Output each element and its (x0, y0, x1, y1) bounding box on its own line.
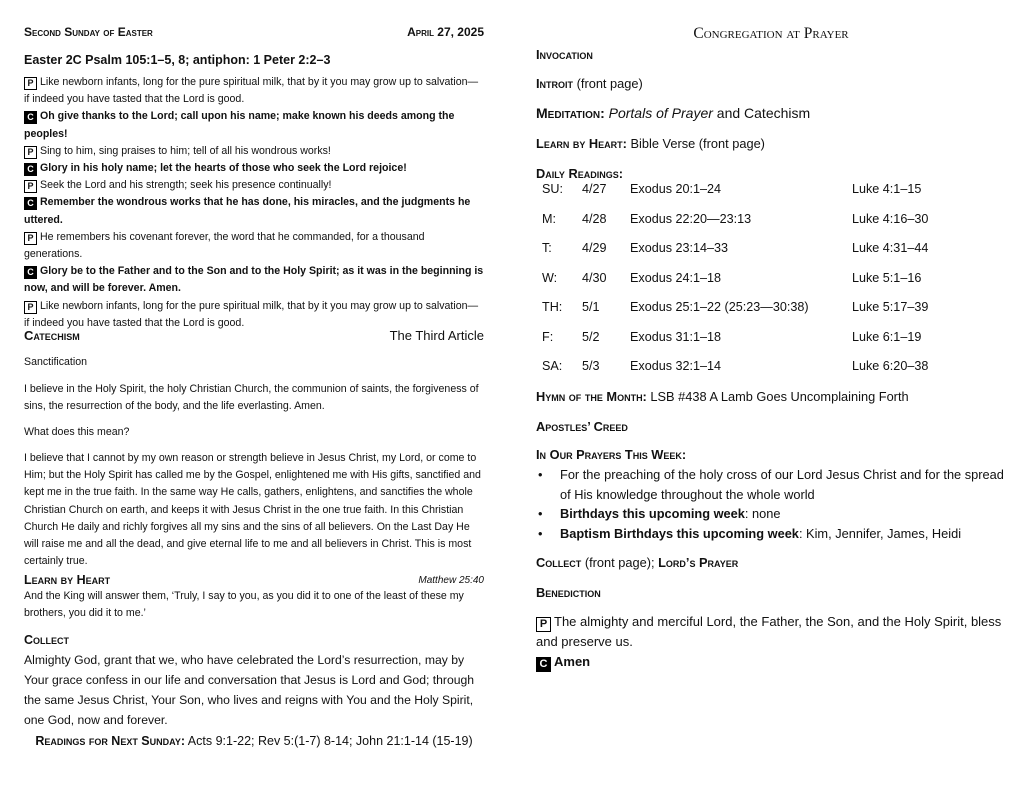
learn-line (536, 136, 765, 151)
reading-nt: Luke 4:31–44 (852, 241, 929, 255)
collect-label: Collect (536, 555, 582, 570)
psalm-line (24, 263, 484, 297)
hymn-text: LSB #438 A Lamb Goes Uncomplaining Forth (650, 389, 909, 404)
hymn-label: Hymn of the Month: (536, 389, 647, 404)
reading-nt: Luke 4:1–15 (852, 182, 922, 196)
catechism-question: What does this mean? (24, 426, 130, 438)
learn-reference: Matthew 25:40 (418, 575, 484, 586)
reading-row (536, 271, 1006, 301)
psalm-line (24, 229, 484, 263)
reading-ot: Exodus 31:1–18 (630, 329, 722, 344)
psalm-line (24, 298, 484, 332)
learn-heart-label: Learn by Heart: (536, 136, 627, 151)
reading-date: 4/30 (582, 270, 607, 285)
birthdays-value: : none (744, 506, 781, 521)
benediction-heading: Benediction (536, 585, 601, 600)
catechism-label: Catechism (24, 328, 80, 343)
reading-day: TH: (542, 300, 563, 314)
psalm-line (24, 143, 484, 160)
psalm-line (24, 108, 484, 142)
meditation-line (536, 105, 810, 121)
reading-nt: Luke 4:16–30 (852, 211, 929, 226)
lords-prayer-label: Lord’s Prayer (658, 555, 739, 570)
psalm-line-text: Like newborn infants, long for the pure spiritual milk, that by it you may grow up to salvation— if indeed you have tasted that the Lord is good. (24, 76, 479, 106)
reading-row (536, 330, 1006, 360)
meditation-text: and Catechism (716, 105, 811, 121)
pastor-icon: P (24, 180, 37, 193)
congregation-icon: C (24, 111, 37, 124)
reading-date: 4/27 (582, 182, 607, 196)
psalm-responsive-reading (24, 74, 484, 332)
psalm-line-text: Glory be to the Father and to the Son and to the Holy Spirit; as it was in the beginning is now, and will be forever. Amen. (24, 265, 484, 295)
benediction-pastor-text: The almighty and merciful Lord, the Father, the Son, and the Holy Spirit, bless and preserve us. (536, 614, 1002, 649)
next-sunday-readings: Readings for Next Sunday: Acts 9:1-22; Rev 5:(1-7) 8-14; John 21:1-14 (15-19) (35, 734, 473, 748)
reading-day: T: (542, 241, 552, 255)
baptism-label: Baptism Birthdays this upcoming week (560, 525, 799, 541)
reading-nt: Luke 6:20–38 (852, 359, 929, 373)
reading-ot: Exodus 23:14–33 (630, 241, 729, 255)
prayer-item-birthdays (536, 504, 1006, 524)
birthdays-label: Birthdays this upcoming week (560, 506, 745, 521)
psalm-line-text: Oh give thanks to the Lord; call upon his name; make known his deeds among the peoples! (24, 110, 455, 140)
psalm-line-text: Like newborn infants, long for the pure spiritual milk, that by it you may grow up to salvation— if indeed you have tasted that the Lord is good. (24, 299, 479, 329)
reading-ot: Exodus 32:1–14 (630, 359, 722, 373)
psalm-line-text: Remember the wondrous works that he has done, his miracles, and the judgments he uttered. (24, 196, 471, 226)
prayer-list (536, 465, 1006, 543)
pastor-icon: P (24, 232, 37, 245)
congregation-icon: C (24, 197, 37, 210)
catechism-topic: Sanctification (24, 356, 88, 368)
benediction-pastor (536, 612, 1006, 652)
introit-text: (front page) (576, 76, 643, 91)
reading-date: 5/3 (582, 359, 600, 373)
benediction-text (536, 612, 1006, 672)
reading-ot: Exodus 25:1–22 (25:23—30:38) (630, 300, 809, 314)
learn-heart-text: Bible Verse (front page) (630, 136, 765, 151)
pastor-icon: P (24, 301, 37, 314)
psalm-line (24, 194, 484, 228)
pastor-icon: P (24, 146, 37, 159)
reading-ot: Exodus 22:20—23:13 (630, 211, 752, 226)
benediction-congregation (536, 652, 1006, 672)
pastor-icon: P (24, 77, 37, 90)
learn-verse: And the King will answer them, ‘Truly, I say to you, as you did it to one of the least of these my brothers, you did it to me.’ (24, 590, 464, 620)
reading-row (536, 212, 1006, 242)
reading-day: F: (542, 329, 554, 344)
reading-row (536, 182, 1006, 212)
reading-row (536, 241, 1006, 271)
reading-date: 4/28 (582, 211, 607, 226)
collect-heading: Collect (24, 633, 70, 647)
catechism-subtitle: The Third Article (389, 328, 484, 343)
psalm-line (24, 74, 484, 108)
psalm-line-text: Glory in his holy name; let the hearts of those who seek the Lord rejoice! (40, 162, 407, 175)
reading-nt: Luke 6:1–19 (852, 329, 922, 344)
learn-label: Learn by Heart (24, 573, 111, 587)
daily-readings-heading: Daily Readings: (536, 166, 623, 181)
psalm-line-text: He remembers his covenant forever, the word that he commanded, for a thousand generations. (24, 230, 425, 261)
prayer-item-baptism (536, 524, 1006, 544)
collect-line (536, 555, 738, 570)
pastor-icon: P (536, 617, 551, 632)
catechism-heading (24, 328, 484, 343)
congregation-title: Congregation at Prayer (693, 25, 849, 42)
reading-row (536, 359, 1006, 389)
psalm-line-text: Sing to him, sing praises to him; tell of all his wondrous works! (40, 144, 331, 157)
reading-day: W: (542, 270, 558, 285)
daily-readings-table (536, 182, 1006, 389)
prayers-heading: In Our Prayers This Week: (536, 447, 687, 462)
reading-ot: Exodus 20:1–24 (630, 182, 722, 196)
meditation-label: Meditation: (536, 105, 605, 121)
service-date: April 27, 2025 (407, 25, 484, 39)
next-sunday-text: Acts 9:1-22; Rev 5:(1-7) 8-14; John 21:1-14 (15-19) (187, 734, 473, 748)
reading-date: 5/1 (582, 300, 600, 314)
sunday-title: Second Sunday of Easter (24, 25, 153, 39)
reading-ot: Exodus 24:1–18 (630, 270, 722, 285)
collect-text-right: (front page); (584, 555, 655, 570)
congregation-icon: C (24, 163, 37, 176)
reading-date: 4/29 (582, 241, 607, 255)
psalm-title: Easter 2C Psalm 105:1–5, 8; antiphon: 1 Peter 2:2–3 (24, 53, 331, 67)
psalm-line (24, 177, 484, 194)
reading-day: SA: (542, 359, 563, 373)
reading-nt: Luke 5:17–39 (852, 300, 929, 314)
reading-row (536, 300, 1006, 330)
congregation-icon: C (24, 266, 37, 279)
introit-line (536, 76, 643, 91)
introit-label: Introit (536, 76, 574, 91)
collect-text: Almighty God, grant that we, who have celebrated the Lord’s resurrection, may by Your grace confess in our life and conversation that Jesus is Lord and God; through the same Jesus Christ, Your Son, who lives and reigns with You and the Holy Spirit, one God, now and forever. (24, 653, 475, 727)
catechism-answer: I believe that I cannot by my own reason or strength believe in Jesus Christ, my Lord, or come to Him; but the Holy Spirit has called me by the Gospel, enlightened me with His gifts, sanctified and kept me in the true faith. In the same way He calls, gathers, enlightens, and sanctifies the whole Christian Church on earth, and keeps it with Jesus Christ in the one true faith. In this Christian Church He daily and richly forgives all my sins and the sins of all believers. On the Last Day He will raise me and all the dead, and give eternal life to me and all believers in Christ. This is most certainly true. (24, 452, 481, 568)
reading-nt: Luke 5:1–16 (852, 270, 922, 285)
baptism-value: : Kim, Jennifer, James, Heidi (798, 525, 962, 541)
creed-heading: Apostles’ Creed (536, 419, 628, 434)
bulletin-header (24, 25, 484, 39)
psalm-line (24, 160, 484, 177)
reading-date: 5/2 (582, 329, 600, 344)
amen-text: Amen (554, 653, 591, 669)
prayer-item-cross: • For the preaching of the holy cross of our Lord Jesus Christ and for the spread of His knowledge throughout the whole world (536, 465, 1006, 504)
invocation-heading: Invocation (536, 47, 593, 62)
congregation-icon: C (536, 657, 551, 672)
reading-day: M: (542, 211, 556, 226)
portals-of-prayer: Portals of Prayer (608, 105, 713, 121)
hymn-line (536, 389, 909, 404)
catechism-creed: I believe in the Holy Spirit, the holy Christian Church, the communion of saints, the forgiveness of sins, the resurrection of the body, and the life everlasting. Amen. (24, 383, 479, 413)
next-sunday-label: Readings for Next Sunday (35, 734, 181, 748)
psalm-line-text: Seek the Lord and his strength; seek his presence continually! (40, 179, 332, 192)
reading-day: SU: (542, 182, 563, 196)
learn-by-heart-heading (24, 573, 484, 587)
